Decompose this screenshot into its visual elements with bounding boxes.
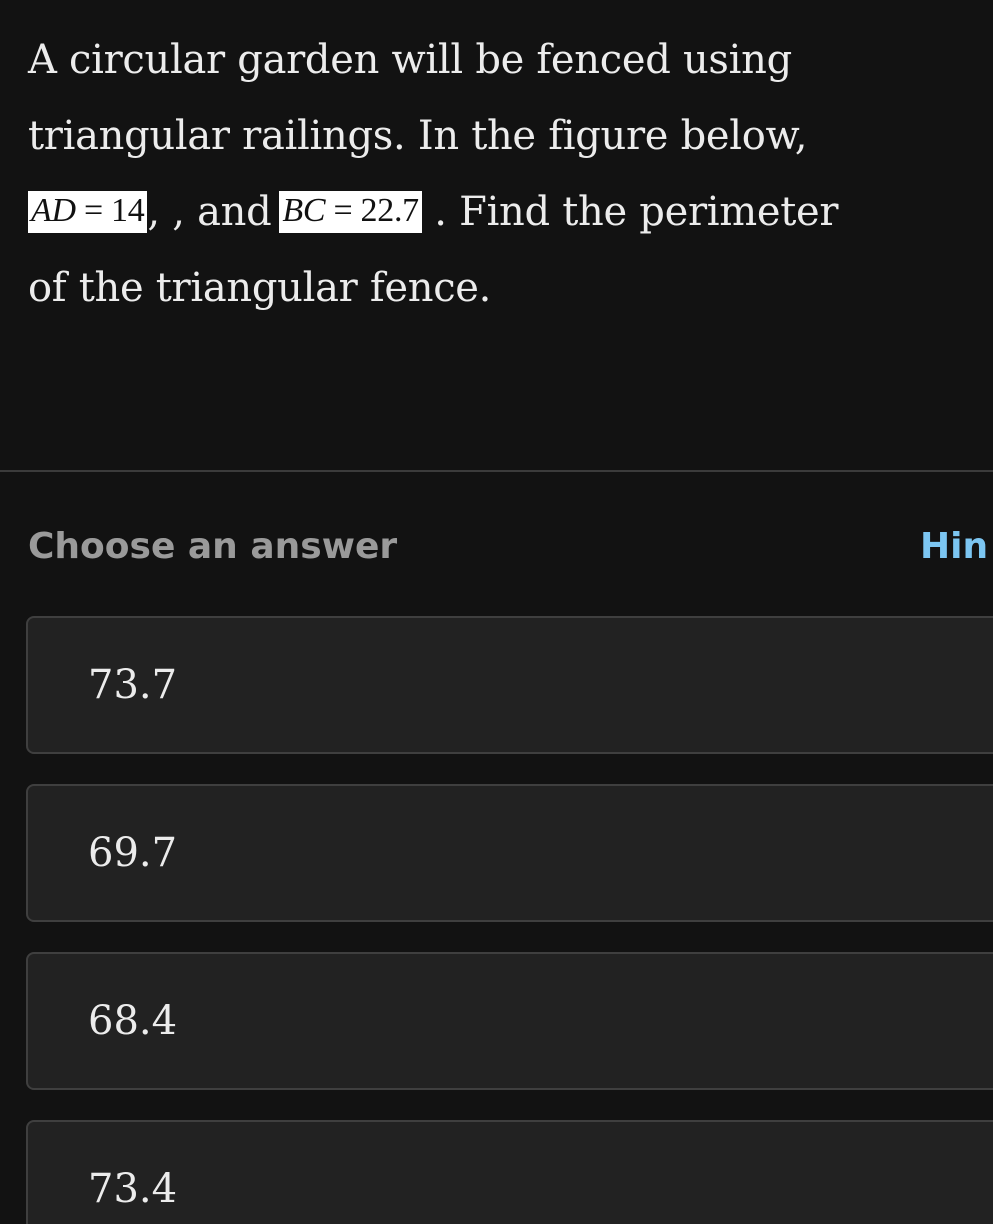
math-ad-equals: =	[83, 192, 103, 229]
answer-choice-3[interactable]	[26, 952, 993, 1090]
math-ad-label: AD	[31, 192, 76, 229]
answer-choice-label: 73.7	[88, 662, 178, 708]
answer-choice-label: 68.4	[88, 998, 178, 1044]
question-line-3	[28, 182, 838, 242]
math-bc-equals: =	[333, 192, 353, 229]
math-ad-value: 14	[111, 192, 145, 229]
hint-link[interactable]: Hin	[920, 526, 989, 567]
choose-answer-heading: Choose an answer	[28, 526, 398, 567]
answer-choice-2[interactable]	[26, 784, 993, 922]
question-connector: , , and	[147, 189, 272, 235]
answer-choice-label: 73.4	[88, 1166, 178, 1212]
math-ad-equals-14	[28, 191, 147, 233]
section-divider	[0, 470, 993, 472]
answer-choice-1[interactable]	[26, 616, 993, 754]
answer-choice-4[interactable]	[26, 1120, 993, 1224]
math-bc-equals-22-7	[279, 191, 421, 233]
question-line-1: A circular garden will be fenced using	[28, 37, 792, 83]
math-bc-value: 22.7	[360, 192, 419, 229]
question-line-2: triangular railings. In the figure below,	[28, 113, 808, 159]
answer-choice-label: 69.7	[88, 830, 178, 876]
math-bc-label: BC	[282, 192, 326, 229]
question-instruction: . Find the perimeter	[434, 189, 839, 235]
question-line-4: of the triangular fence.	[28, 265, 492, 311]
